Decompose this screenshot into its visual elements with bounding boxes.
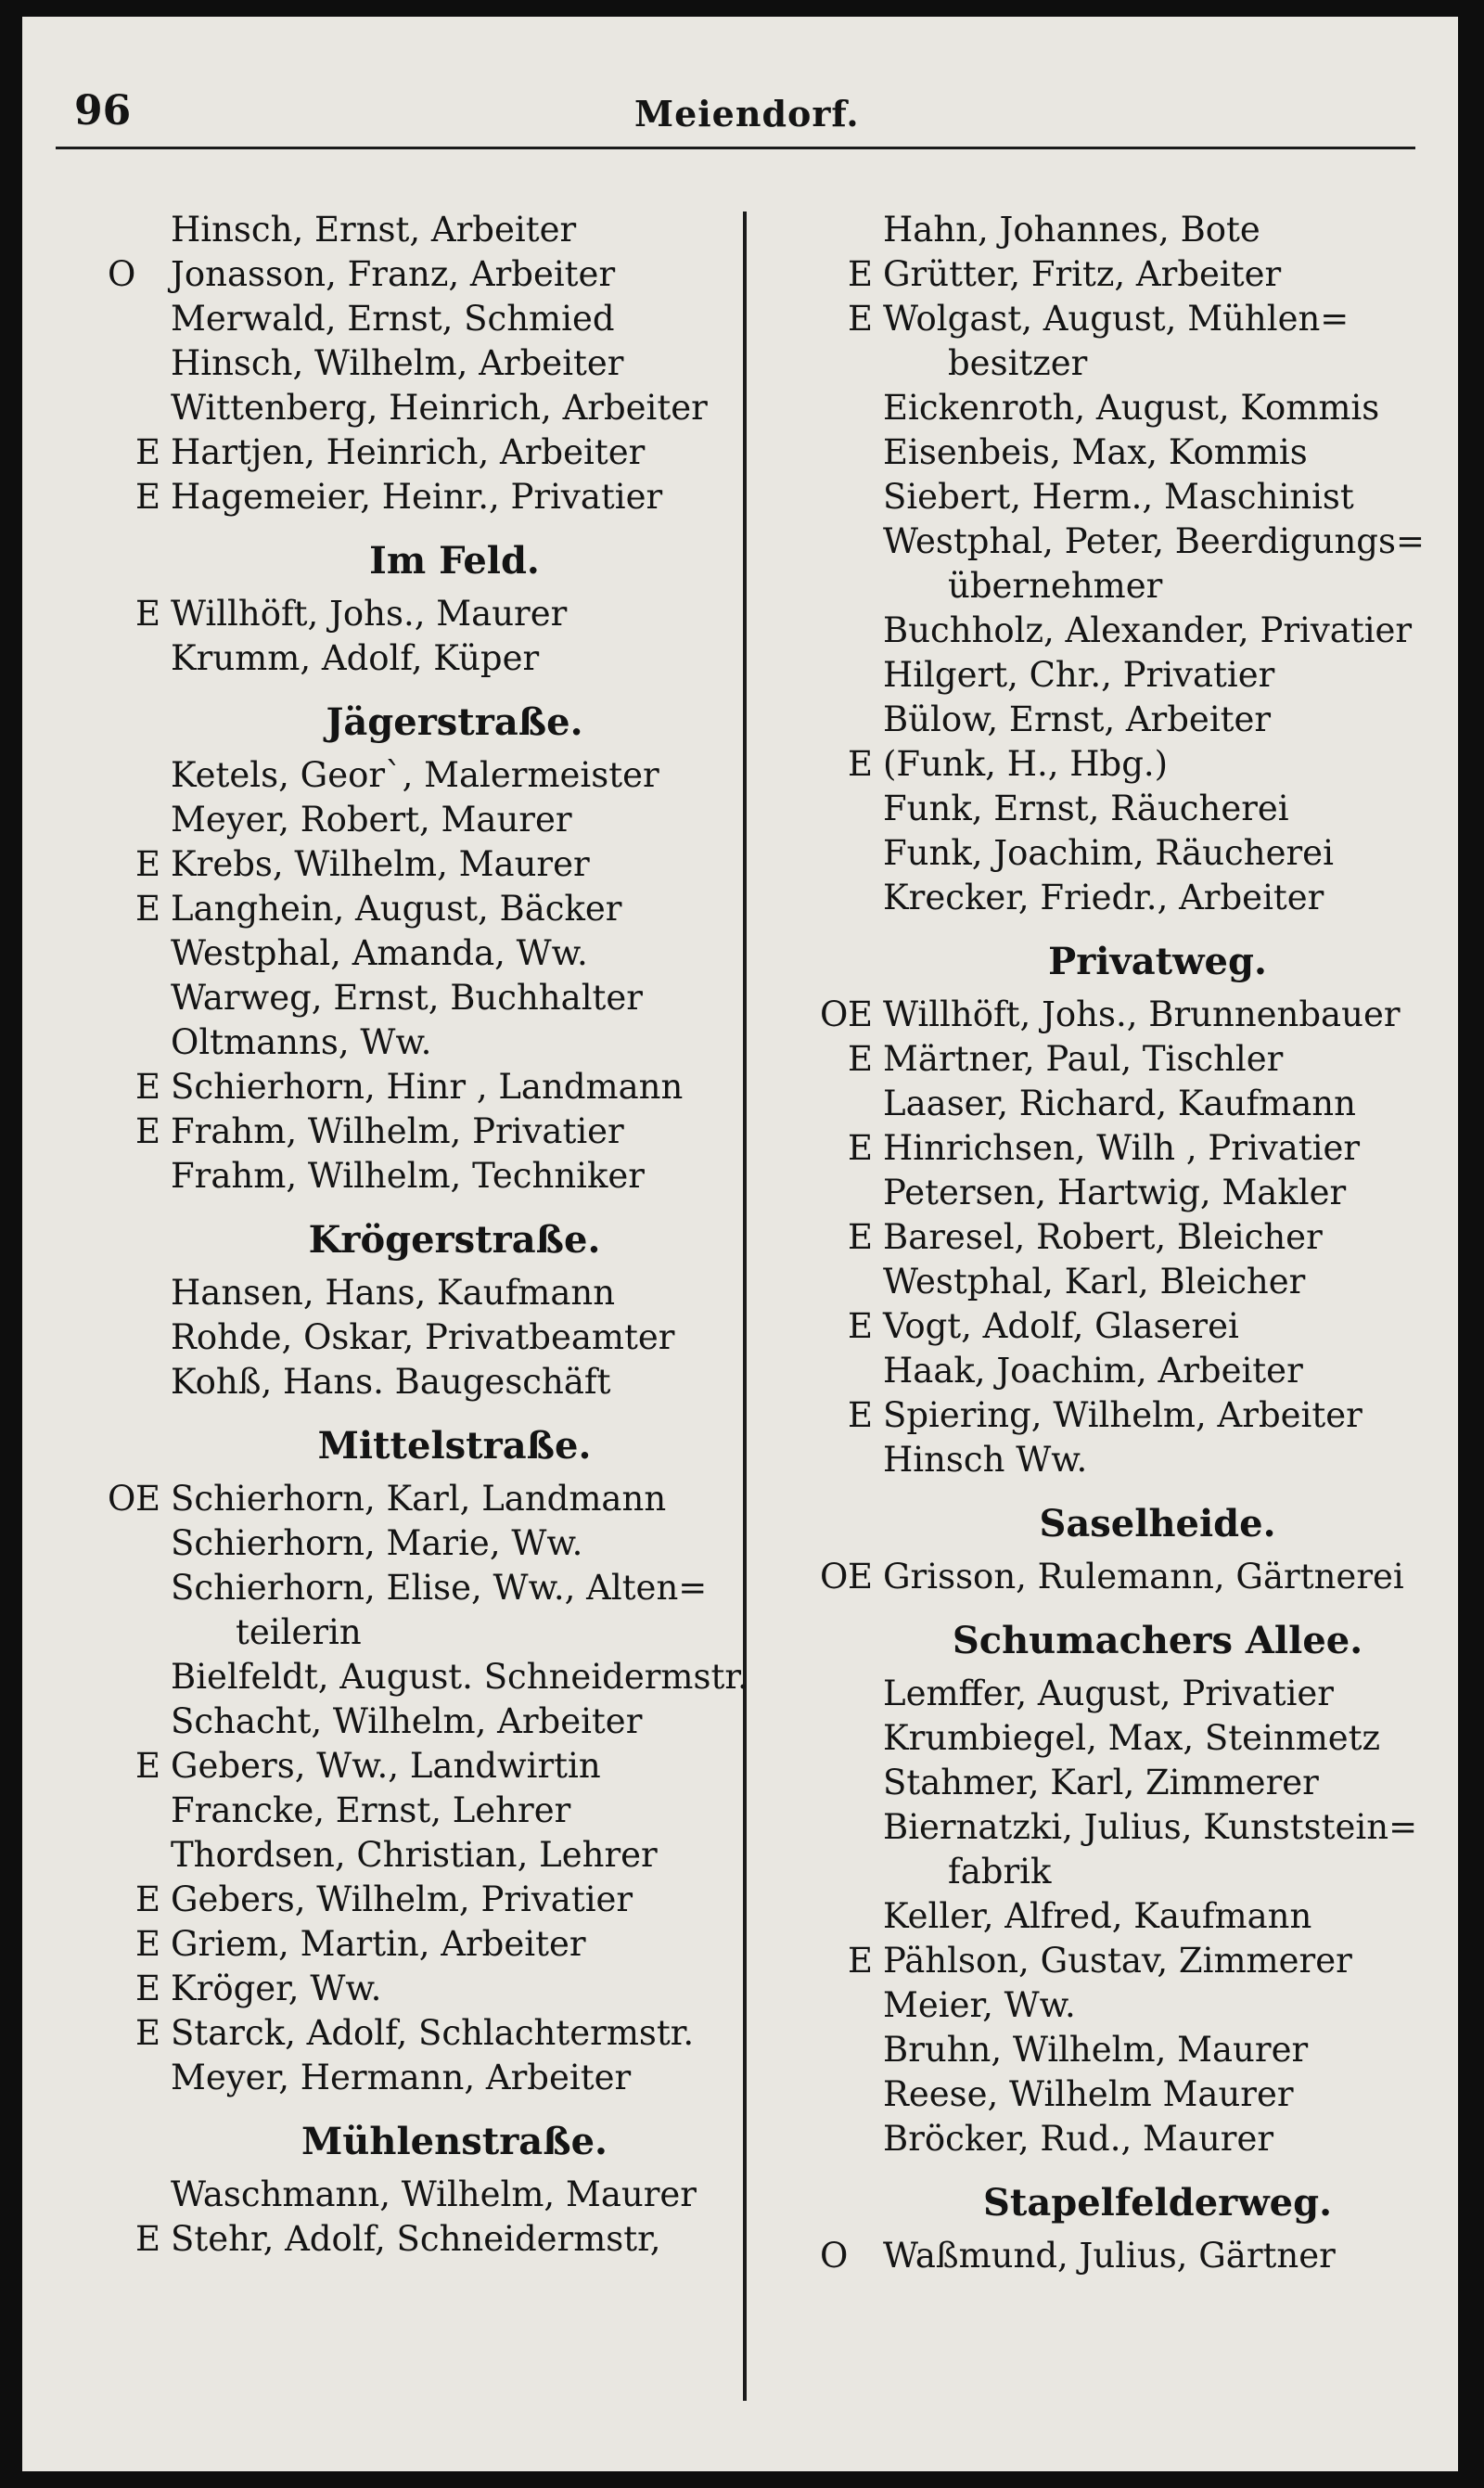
directory-page: [22, 17, 1458, 2471]
left-column: [108, 208, 748, 2262]
entry-text: Hinsch, Wilhelm, Arbeiter: [171, 343, 624, 383]
entry-text: Grütter, Fritz, Arbeiter: [883, 254, 1282, 294]
entry-text: Baresel, Robert, Bleicher: [883, 1217, 1323, 1257]
e-marker: E: [848, 744, 874, 784]
resident-entry: [108, 252, 738, 297]
resident-entry: [820, 2117, 1432, 2161]
entry-markers: [820, 386, 876, 430]
entry-markers: [108, 475, 163, 519]
street-heading: Jägerstraße.: [326, 700, 583, 744]
entry-text: Frahm, Wilhelm, Privatier: [171, 1111, 624, 1151]
entry-markers: [820, 787, 876, 831]
e-marker: E: [848, 1306, 874, 1346]
entry-markers: [820, 2234, 876, 2278]
entry-markers: [108, 753, 163, 798]
entry-text: Funk, Ernst, Räucherei: [883, 789, 1289, 828]
resident-entry: [108, 297, 738, 341]
entry-text: Reese, Wilhelm Maurer: [883, 2074, 1294, 2114]
entry-text: Kröger, Ww.: [171, 1969, 382, 2008]
entry-text: (Funk, H., Hbg.): [883, 744, 1169, 784]
entry-text: Willhöft, Johs., Maurer: [171, 594, 568, 634]
resident-entry: [108, 2217, 738, 2262]
street-heading: Saselheide.: [1039, 1502, 1276, 1545]
resident-entry: [108, 1065, 738, 1109]
resident-entry: [108, 1360, 738, 1404]
entry-markers: [820, 297, 876, 341]
entry-text: Spiering, Wilhelm, Arbeiter: [883, 1395, 1362, 1435]
entry-text: Westphal, Karl, Bleicher: [883, 1262, 1306, 1302]
right-column: [820, 208, 1432, 2278]
resident-entry: [820, 386, 1432, 430]
e-marker: E: [848, 1395, 874, 1435]
entry-markers: [108, 1789, 163, 1833]
entry-markers: [820, 698, 876, 742]
entry-text: Hinsch Ww.: [883, 1440, 1088, 1480]
resident-entry: [108, 1878, 738, 1922]
entry-text: Hartjen, Heinrich, Arbeiter: [171, 432, 646, 472]
entry-text: Bielfeldt, August. Schneidermstr.: [171, 1657, 748, 1697]
resident-entry: [820, 1215, 1432, 1260]
entry-text: Meyer, Hermann, Arbeiter: [171, 2058, 632, 2097]
entry-text: Gebers, Wilhelm, Privatier: [171, 1879, 633, 1919]
entry-markers: [108, 1744, 163, 1789]
entry-markers: [108, 341, 163, 386]
entry-markers: [108, 297, 163, 341]
entry-markers: [820, 1171, 876, 1215]
entry-text: Ketels, Geor`, Malermeister: [171, 755, 659, 795]
entry-text: Funk, Joachim, Räucherei: [883, 833, 1334, 873]
entry-text: Laaser, Richard, Kaufmann: [883, 1084, 1356, 1123]
entry-text: Petersen, Hartwig, Makler: [883, 1173, 1347, 1212]
resident-entry: [820, 653, 1432, 698]
entry-text: Langhein, August, Bäcker: [171, 889, 622, 929]
resident-entry: [820, 609, 1432, 653]
e-marker: E: [135, 1746, 161, 1786]
street-heading: Privatweg.: [1048, 940, 1267, 983]
resident-entry: [108, 1477, 738, 1521]
entry-continuation: übernehmer: [948, 566, 1163, 606]
resident-entry: [108, 2011, 738, 2056]
entry-markers: [108, 1065, 163, 1109]
resident-entry: [108, 208, 738, 252]
entry-text: Lemffer, August, Privatier: [883, 1674, 1334, 1713]
entry-text: Biernatzki, Julius, Kunststein=: [883, 1807, 1418, 1847]
e-marker: E: [848, 1557, 874, 1597]
resident-entry: [820, 2072, 1432, 2117]
entry-text: Keller, Alfred, Kaufmann: [883, 1896, 1312, 1936]
e-marker: E: [135, 1924, 161, 1964]
street-heading: Schumachers Allee.: [952, 1619, 1363, 1662]
e-marker: E: [848, 1217, 874, 1257]
entry-text: Krumm, Adolf, Küper: [171, 638, 540, 678]
resident-entry: [820, 475, 1432, 519]
e-marker: E: [135, 477, 161, 517]
entry-markers: [108, 636, 163, 681]
resident-entry: [820, 1082, 1432, 1126]
entry-markers: [108, 798, 163, 842]
resident-entry: [820, 787, 1432, 831]
page-number: 96: [74, 87, 132, 135]
entry-markers: [820, 1349, 876, 1393]
entry-markers: [108, 1699, 163, 1744]
entry-text: Hansen, Hans, Kaufmann: [171, 1273, 616, 1313]
entry-text: Westphal, Peter, Beerdigungs=: [883, 521, 1425, 561]
e-marker: E: [135, 2219, 161, 2259]
entry-text: Bülow, Ernst, Arbeiter: [883, 699, 1272, 739]
resident-entry: [820, 1894, 1432, 1939]
resident-entry: [108, 2173, 738, 2217]
entry-markers: [108, 1271, 163, 1315]
e-marker: E: [848, 299, 874, 339]
entry-markers: [820, 1037, 876, 1082]
resident-entry: [108, 1655, 748, 1699]
resident-entry: [820, 430, 1432, 475]
entry-text: Hilgert, Chr., Privatier: [883, 655, 1275, 695]
resident-entry: [820, 208, 1432, 252]
entry-markers: [820, 876, 876, 920]
resident-entry: [108, 430, 738, 475]
resident-entry: [108, 798, 738, 842]
resident-entry: [108, 1271, 738, 1315]
entry-text: Hinsch, Ernst, Arbeiter: [171, 210, 577, 250]
entry-text: Eickenroth, August, Kommis: [883, 388, 1380, 428]
entry-text: Grisson, Rulemann, Gärtnerei: [883, 1557, 1404, 1597]
resident-entry: [108, 842, 738, 887]
resident-entry: [108, 1109, 738, 1154]
entry-markers: [820, 1304, 876, 1349]
entry-markers: [820, 1761, 876, 1805]
entry-markers: [820, 1438, 876, 1482]
resident-entry: [820, 2028, 1432, 2072]
entry-text: Starck, Adolf, Schlachtermstr.: [171, 2013, 695, 2053]
resident-entry: [108, 592, 738, 636]
entry-markers: [820, 1260, 876, 1304]
entry-markers: [108, 208, 163, 252]
entry-markers: [820, 1805, 876, 1850]
resident-entry: [820, 1171, 1432, 1215]
entry-text: Pählson, Gustav, Zimmerer: [883, 1941, 1352, 1981]
resident-entry: [108, 1789, 738, 1833]
entry-markers: [108, 842, 163, 887]
entry-markers: [108, 2173, 163, 2217]
resident-entry: [820, 1438, 1432, 1482]
resident-entry: [820, 1037, 1432, 1082]
resident-entry: [820, 876, 1432, 920]
entry-text: Schacht, Wilhelm, Arbeiter: [171, 1701, 643, 1741]
e-marker: E: [135, 844, 161, 884]
owner-marker: O: [108, 254, 136, 294]
running-title: Meiendorf.: [634, 93, 860, 135]
entry-markers: [820, 1716, 876, 1761]
entry-markers: [820, 1215, 876, 1260]
resident-entry: [108, 2056, 738, 2100]
entry-markers: [108, 386, 163, 430]
entry-text: Schierhorn, Hinr , Landmann: [171, 1067, 684, 1107]
resident-entry: [820, 1983, 1432, 2028]
resident-entry: [108, 1967, 738, 2011]
resident-entry: [108, 1315, 738, 1360]
entry-text: Schierhorn, Karl, Landmann: [171, 1479, 667, 1519]
entry-markers: [820, 1555, 876, 1599]
entry-markers: [108, 887, 163, 931]
entry-markers: [820, 609, 876, 653]
entry-continuation: teilerin: [236, 1612, 362, 1652]
entry-text: Bruhn, Wilhelm, Maurer: [883, 2030, 1309, 2070]
resident-entry: [108, 1744, 738, 1789]
e-marker: E: [848, 994, 874, 1034]
entry-text: Bröcker, Rud., Maurer: [883, 2119, 1274, 2159]
entry-text: Meier, Ww.: [883, 1985, 1076, 2025]
entry-markers: [820, 2072, 876, 2117]
entry-markers: [108, 1521, 163, 1566]
entry-text: Hagemeier, Heinr., Privatier: [171, 477, 663, 517]
entry-text: Hinrichsen, Wilh , Privatier: [883, 1128, 1361, 1168]
resident-entry: [820, 698, 1432, 742]
entry-text: Meyer, Robert, Maurer: [171, 800, 572, 840]
entry-text: Krecker, Friedr., Arbeiter: [883, 878, 1324, 917]
e-marker: E: [135, 594, 161, 634]
e-marker: E: [135, 432, 161, 472]
entry-text: Stehr, Adolf, Schneidermstr,: [171, 2219, 661, 2259]
e-marker: E: [135, 1479, 161, 1519]
entry-text: Buchholz, Alexander, Privatier: [883, 610, 1413, 650]
resident-entry: [820, 1939, 1432, 1983]
e-marker: E: [135, 2013, 161, 2053]
entry-text: Willhöft, Johs., Brunnenbauer: [883, 994, 1401, 1034]
entry-markers: [108, 1566, 163, 1610]
resident-entry: [820, 831, 1432, 876]
resident-entry: [108, 1922, 738, 1967]
entry-markers: [108, 1109, 163, 1154]
entry-markers: [820, 1672, 876, 1716]
entry-continuation: besitzer: [948, 343, 1088, 383]
resident-entry: [108, 1833, 738, 1878]
entry-text: Gebers, Ww., Landwirtin: [171, 1746, 601, 1786]
entry-text: Siebert, Herm., Maschinist: [883, 477, 1354, 517]
entry-markers: [820, 430, 876, 475]
entry-markers: [108, 1922, 163, 1967]
entry-text: Oltmanns, Ww.: [171, 1022, 432, 1062]
entry-markers: [820, 2117, 876, 2161]
e-marker: E: [135, 1969, 161, 2008]
entry-text: Schierhorn, Elise, Ww., Alten=: [171, 1568, 708, 1608]
resident-entry: [108, 753, 738, 798]
resident-entry: [108, 636, 738, 681]
entry-text: Kohß, Hans. Baugeschäft: [171, 1362, 611, 1402]
entry-text: Schierhorn, Marie, Ww.: [171, 1523, 583, 1563]
resident-entry: [108, 1699, 738, 1744]
resident-entry: [820, 1805, 1432, 1850]
entry-text: Krebs, Wilhelm, Maurer: [171, 844, 590, 884]
entry-markers: [108, 2011, 163, 2056]
resident-entry: [108, 475, 738, 519]
entry-markers: [108, 2217, 163, 2262]
resident-entry: [108, 341, 738, 386]
resident-entry: [820, 1716, 1432, 1761]
column-divider: [743, 212, 747, 2401]
resident-entry: [108, 1020, 738, 1065]
owner-marker: O: [820, 2236, 849, 2276]
entry-text: Warweg, Ernst, Buchhalter: [171, 978, 643, 1018]
resident-entry: [108, 1521, 738, 1566]
entry-text: Frahm, Wilhelm, Techniker: [171, 1156, 645, 1196]
resident-entry: [820, 1555, 1432, 1599]
entry-text: Griem, Martin, Arbeiter: [171, 1924, 586, 1964]
entry-markers: [820, 1983, 876, 2028]
entry-markers: [108, 592, 163, 636]
entry-text: Märtner, Paul, Tischler: [883, 1039, 1284, 1079]
resident-entry: [820, 1260, 1432, 1304]
resident-entry: [820, 1393, 1432, 1438]
entry-markers: [820, 742, 876, 787]
entry-markers: [820, 519, 876, 564]
resident-entry: [820, 1304, 1432, 1349]
entry-continuation: fabrik: [948, 1852, 1052, 1892]
street-heading: Mühlenstraße.: [301, 2120, 608, 2163]
owner-marker: O: [820, 994, 849, 1034]
e-marker: E: [848, 1941, 874, 1981]
resident-entry: [820, 297, 1432, 341]
resident-entry: [108, 386, 738, 430]
entry-markers: [820, 1082, 876, 1126]
entry-markers: [820, 653, 876, 698]
entry-markers: [108, 1154, 163, 1199]
entry-text: Waßmund, Julius, Gärtner: [883, 2236, 1336, 2276]
e-marker: E: [135, 1111, 161, 1151]
entry-text: Rohde, Oskar, Privatbeamter: [171, 1317, 675, 1357]
entry-markers: [108, 430, 163, 475]
entry-text: Westphal, Amanda, Ww.: [171, 933, 588, 973]
entry-text: Haak, Joachim, Arbeiter: [883, 1351, 1303, 1391]
entry-text: Waschmann, Wilhelm, Maurer: [171, 2174, 697, 2214]
entry-markers: [108, 1477, 163, 1521]
street-heading: Im Feld.: [369, 539, 540, 583]
resident-entry: [108, 931, 738, 976]
entry-markers: [820, 252, 876, 297]
e-marker: E: [135, 1879, 161, 1919]
e-marker: E: [848, 1039, 874, 1079]
entry-markers: [108, 1360, 163, 1404]
e-marker: E: [848, 254, 874, 294]
e-marker: E: [135, 889, 161, 929]
entry-markers: [820, 1894, 876, 1939]
resident-entry: [820, 993, 1432, 1037]
entry-markers: [820, 1126, 876, 1171]
entry-text: Krumbiegel, Max, Steinmetz: [883, 1718, 1381, 1758]
entry-markers: [820, 1939, 876, 1983]
entry-text: Eisenbeis, Max, Kommis: [883, 432, 1308, 472]
entry-markers: [108, 1833, 163, 1878]
entry-markers: [108, 1967, 163, 2011]
entry-markers: [820, 831, 876, 876]
entry-markers: [108, 1655, 163, 1699]
entry-markers: [820, 1393, 876, 1438]
entry-markers: [108, 2056, 163, 2100]
entry-markers: [820, 208, 876, 252]
entry-text: Hahn, Johannes, Bote: [883, 210, 1260, 250]
entry-text: Wolgast, August, Mühlen=: [883, 299, 1350, 339]
resident-entry: [820, 742, 1432, 787]
resident-entry: [820, 1761, 1432, 1805]
entry-markers: [108, 252, 163, 297]
street-heading: Krögerstraße.: [308, 1218, 601, 1262]
entry-text: Jonasson, Franz, Arbeiter: [171, 254, 616, 294]
entry-text: Wittenberg, Heinrich, Arbeiter: [171, 388, 708, 428]
entry-text: Stahmer, Karl, Zimmerer: [883, 1763, 1319, 1802]
street-heading: Stapelfelderweg.: [982, 2181, 1332, 2225]
entry-markers: [108, 976, 163, 1020]
owner-marker: O: [108, 1479, 136, 1519]
entry-markers: [820, 2028, 876, 2072]
resident-entry: [108, 976, 738, 1020]
entry-markers: [108, 1020, 163, 1065]
e-marker: E: [135, 1067, 161, 1107]
entry-text: Thordsen, Christian, Lehrer: [171, 1835, 658, 1875]
resident-entry: [820, 252, 1432, 297]
resident-entry: [108, 1566, 738, 1610]
header-rule: [56, 147, 1415, 149]
entry-markers: [820, 993, 876, 1037]
resident-entry: [108, 887, 738, 931]
entry-text: Francke, Ernst, Lehrer: [171, 1790, 571, 1830]
entry-markers: [108, 1878, 163, 1922]
resident-entry: [820, 519, 1432, 564]
entry-text: Vogt, Adolf, Glaserei: [883, 1306, 1239, 1346]
resident-entry: [108, 1154, 738, 1199]
resident-entry: [820, 1672, 1432, 1716]
entry-markers: [108, 931, 163, 976]
e-marker: E: [848, 1128, 874, 1168]
resident-entry: [820, 1349, 1432, 1393]
entry-markers: [820, 475, 876, 519]
owner-marker: O: [820, 1557, 849, 1597]
resident-entry: [820, 2234, 1432, 2278]
street-heading: Mittelstraße.: [317, 1424, 592, 1468]
entry-markers: [108, 1315, 163, 1360]
entry-text: Merwald, Ernst, Schmied: [171, 299, 615, 339]
resident-entry: [820, 1126, 1432, 1171]
